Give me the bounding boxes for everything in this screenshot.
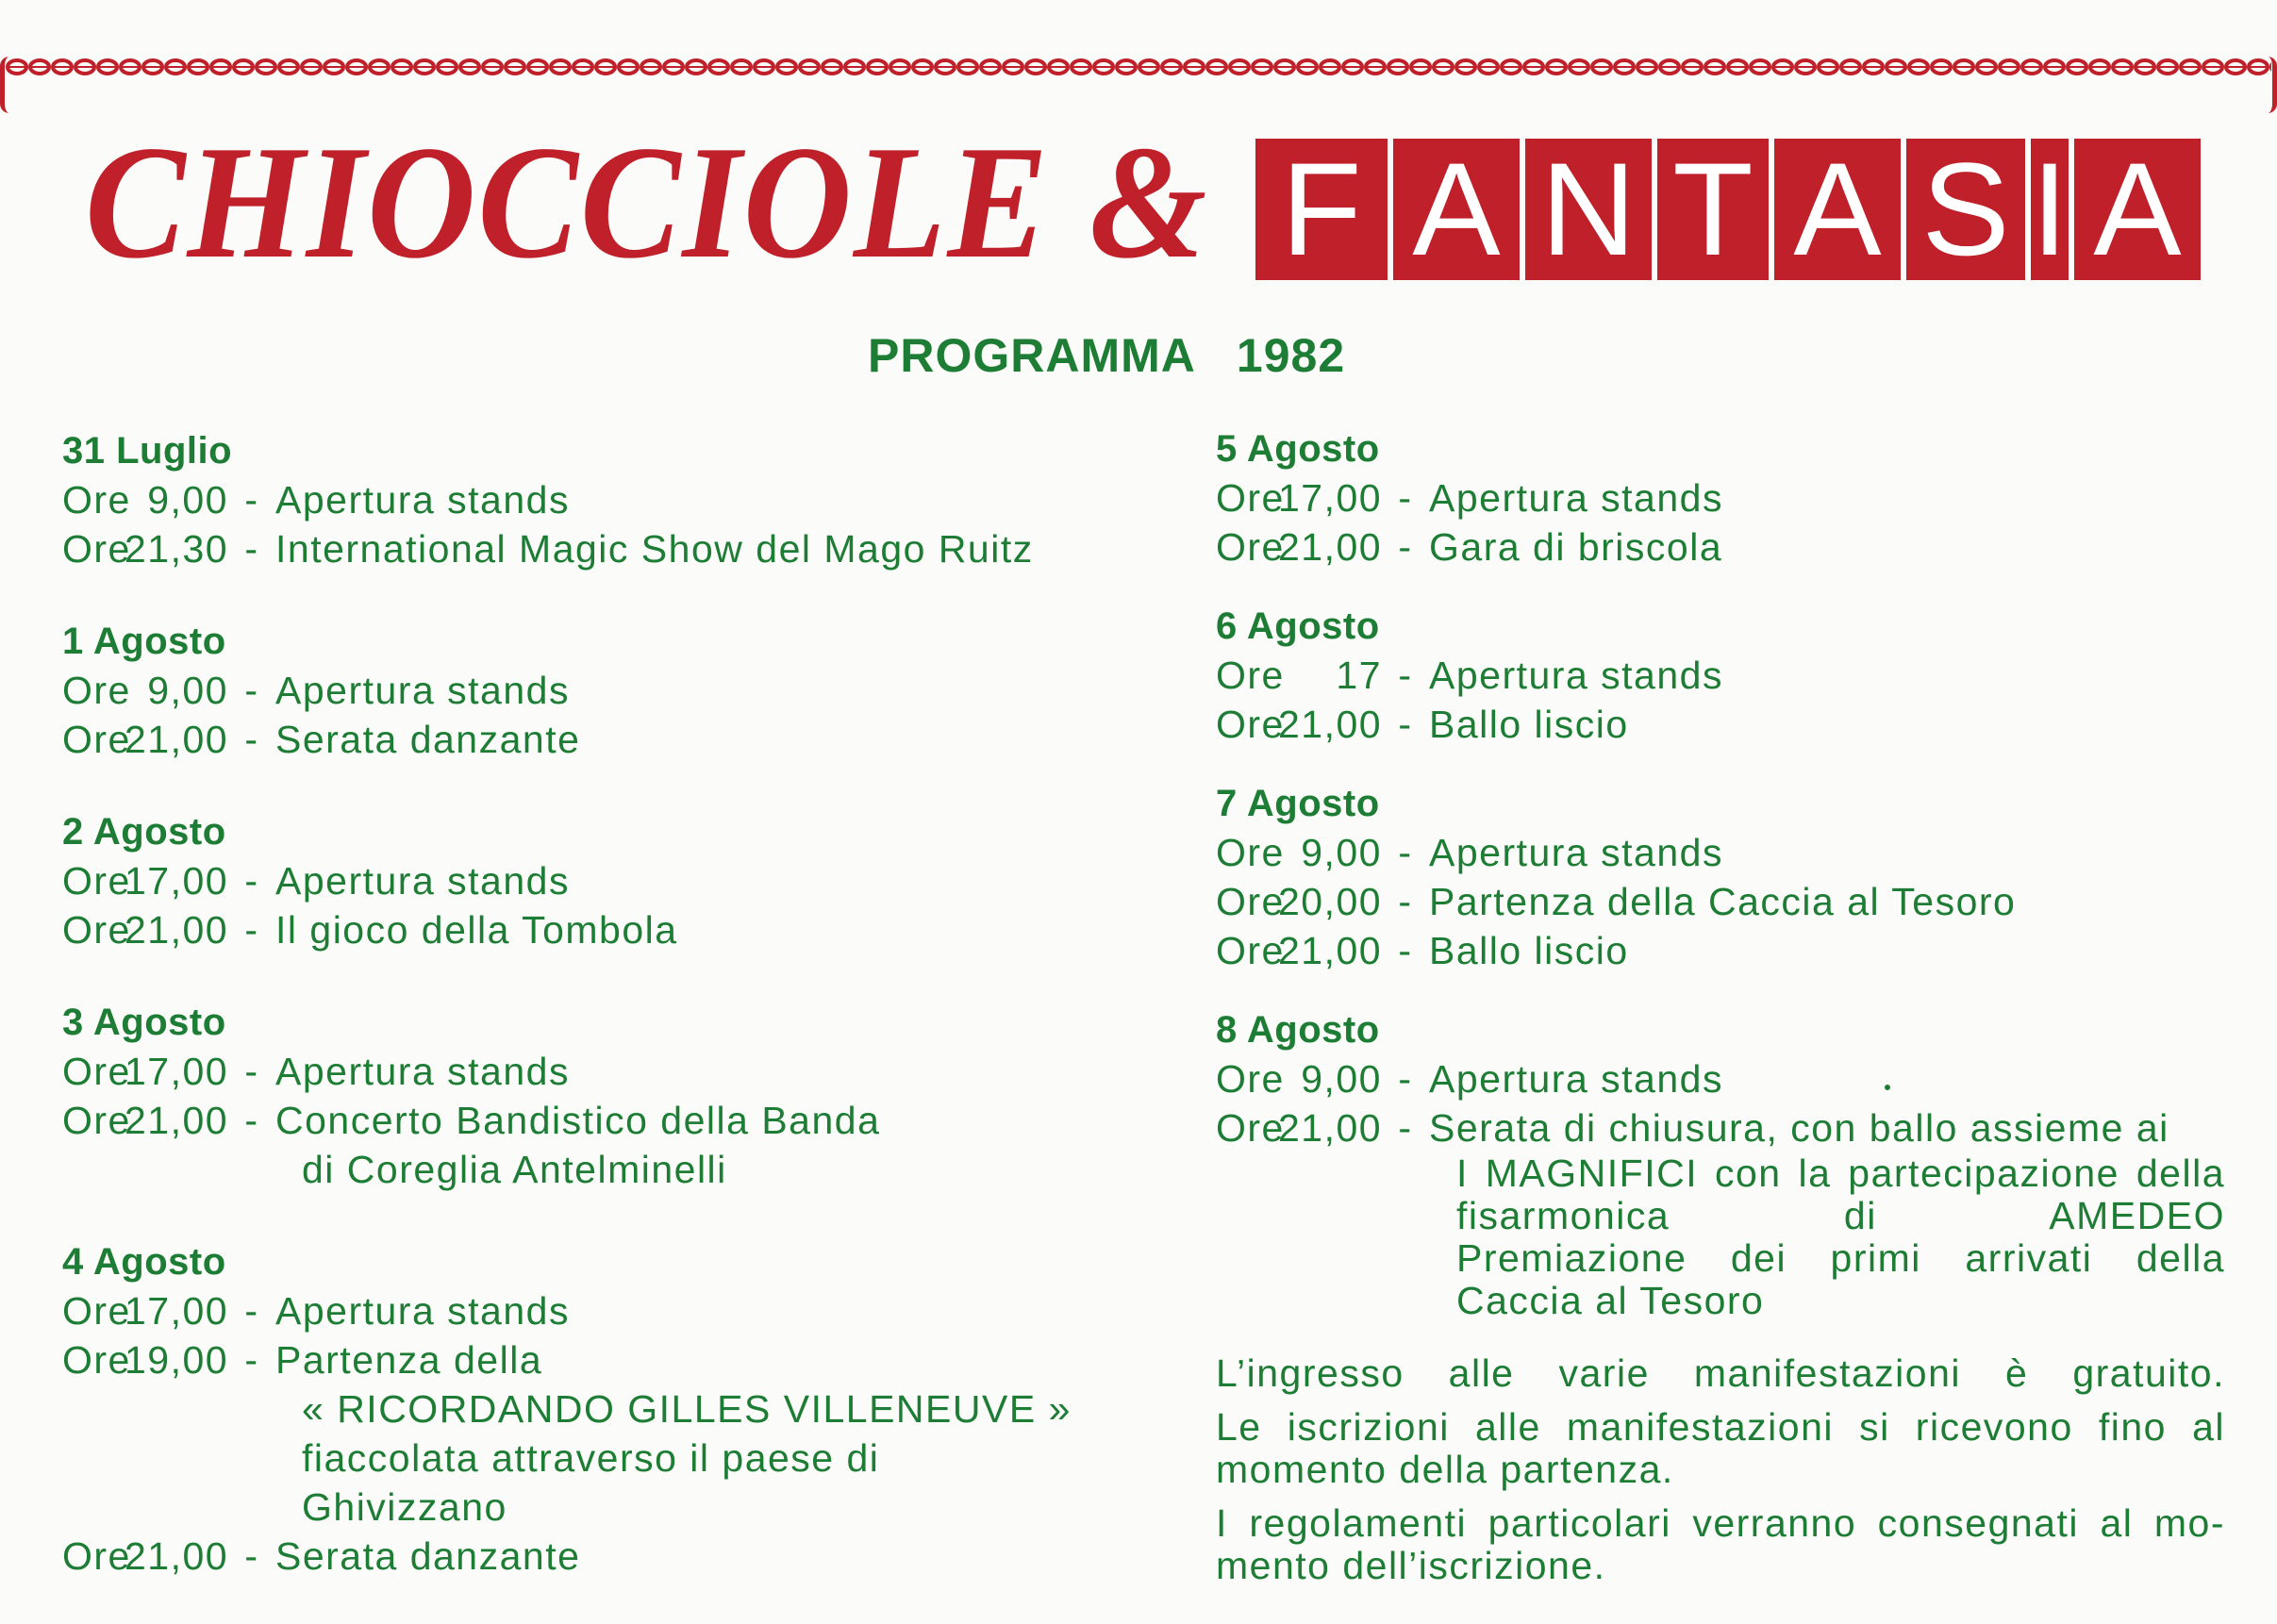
dash-separator: - <box>244 527 259 571</box>
day-date: 31 Luglio <box>62 430 233 472</box>
note-paragraph <box>1216 1406 2225 1491</box>
event-row <box>62 475 1194 524</box>
dash-separator: - <box>244 1289 259 1333</box>
ore-label: Ore <box>1216 525 1285 569</box>
event-time: 9,00 <box>1301 831 1382 874</box>
ore-label: Ore <box>1216 831 1285 874</box>
day-date: 6 Agosto <box>1216 605 1380 647</box>
dash-separator: - <box>1398 1106 1413 1150</box>
day-date: 1 Agosto <box>62 621 226 662</box>
event-time: 17,00 <box>1278 476 1383 520</box>
rope-border <box>6 53 2271 81</box>
event-label: Concerto Bandistico della Banda <box>275 1099 881 1142</box>
note-line: mento dell’iscrizione. <box>1216 1544 1606 1587</box>
event-time: 21,00 <box>1278 1106 1383 1150</box>
event-label: Apertura stands <box>1429 654 1723 697</box>
event-time: 21,00 <box>125 908 229 952</box>
event-row <box>1216 473 2225 522</box>
event-time: 21,30 <box>125 527 229 571</box>
event-label: Il gioco della Tombola <box>275 908 678 952</box>
event-time: 9,00 <box>147 669 228 712</box>
ore-label: Ore <box>1216 476 1285 520</box>
event-time: 21,00 <box>125 1534 229 1578</box>
event-row <box>62 856 1194 905</box>
event-continuation: fiaccolata attraverso il paese di <box>302 1436 880 1480</box>
event-row <box>62 715 1194 764</box>
day-date: 2 Agosto <box>62 811 226 853</box>
day-date: 7 Agosto <box>1216 783 1380 824</box>
day-date: 5 Agosto <box>1216 428 1380 470</box>
fantasia-letter-tile: I <box>2031 135 2069 283</box>
day-date: 4 Agosto <box>62 1241 226 1283</box>
note-line: I regolamenti particolari verranno consegnati al mo- <box>1216 1501 2225 1545</box>
ore-label: Ore <box>62 1099 131 1142</box>
event-label: Partenza della <box>275 1338 543 1382</box>
dash-separator: - <box>244 669 259 712</box>
event-label: Gara di briscola <box>1429 525 1723 569</box>
event-label: Apertura stands <box>1429 831 1723 874</box>
stray-dot <box>1885 1085 1890 1090</box>
fantasia-letter-tile: A <box>1393 139 1520 280</box>
event-label: Ballo liscio <box>1429 929 1629 972</box>
day-block <box>62 998 1194 1194</box>
event-label: Apertura stands <box>275 859 570 903</box>
event-row <box>1216 1103 2225 1152</box>
ore-label: Ore <box>62 669 131 712</box>
event-row <box>1216 700 2225 749</box>
dash-separator: - <box>244 1050 259 1093</box>
ore-label: Ore <box>62 527 131 571</box>
note-line: L’ingresso alle varie manifestazioni è gratuito. <box>1216 1351 2225 1395</box>
event-label: Ballo liscio <box>1429 703 1629 746</box>
day-block <box>62 1237 1194 1581</box>
ore-label: Ore <box>1216 703 1285 746</box>
dash-separator: - <box>1398 1057 1413 1101</box>
note-paragraph <box>1216 1352 2225 1395</box>
event-continuation: Caccia al Tesoro <box>1456 1279 1765 1322</box>
event-label: Apertura stands <box>275 1050 570 1093</box>
event-row <box>1216 828 2225 877</box>
event-label: Serata di chiusura, con ballo assieme ai <box>1429 1106 2169 1150</box>
event-time: 21,00 <box>125 718 229 761</box>
event-time: 17,00 <box>125 1050 229 1093</box>
dash-separator: - <box>244 908 259 952</box>
fantasia-letter-tile: A <box>1774 139 1901 280</box>
event-row <box>62 1335 1194 1384</box>
dash-separator: - <box>1398 880 1413 923</box>
event-time: 21,00 <box>1278 525 1383 569</box>
event-time: 21,00 <box>1278 929 1383 972</box>
ore-label: Ore <box>62 1534 131 1578</box>
ore-label: Ore <box>62 718 131 761</box>
day-block <box>1216 1005 2225 1322</box>
ore-label: Ore <box>62 1338 131 1382</box>
event-label: Apertura stands <box>275 669 570 712</box>
event-row <box>62 1096 1194 1145</box>
rope-end-right <box>2263 57 2277 113</box>
event-label: Apertura stands <box>1429 1057 1723 1101</box>
event-label: Serata danzante <box>275 718 581 761</box>
event-continuation: Premiazione dei primi arrivati della <box>1456 1236 2225 1280</box>
day-block <box>62 426 1194 573</box>
note-line: momento della partenza. <box>1216 1448 1674 1491</box>
event-time: 9,00 <box>147 478 228 522</box>
event-continuation: di Coreglia Antelminelli <box>302 1148 727 1191</box>
dash-separator: - <box>244 1534 259 1578</box>
dash-separator: - <box>1398 831 1413 874</box>
dash-separator: - <box>244 478 259 522</box>
day-block <box>62 807 1194 954</box>
event-row <box>62 1532 1194 1581</box>
event-continuation: Ghivizzano <box>302 1485 507 1529</box>
dash-separator: - <box>1398 525 1413 569</box>
event-time: 21,00 <box>125 1099 229 1142</box>
dash-separator: - <box>244 1338 259 1382</box>
event-time: 19,00 <box>125 1338 229 1382</box>
event-row <box>62 524 1194 573</box>
event-label: Partenza della Caccia al Tesoro <box>1429 880 2017 923</box>
ore-label: Ore <box>1216 654 1285 697</box>
event-row <box>1216 926 2225 975</box>
event-row <box>1216 522 2225 572</box>
programma-subtitle: PROGRAMMA 1982 <box>868 329 1346 382</box>
ore-label: Ore <box>62 478 131 522</box>
day-date: 8 Agosto <box>1216 1009 1380 1051</box>
event-row <box>1216 651 2225 700</box>
event-continuation: I MAGNIFICI con la partecipazione della <box>1456 1152 2225 1195</box>
event-row <box>62 1286 1194 1335</box>
ore-label: Ore <box>1216 1106 1285 1150</box>
fantasia-letter-tile: T <box>1657 139 1769 280</box>
event-time: 21,00 <box>1278 703 1383 746</box>
event-row <box>1216 877 2225 926</box>
fantasia-letter-tile: S <box>1906 139 2025 280</box>
fantasia-letter-tile: A <box>2074 139 2201 280</box>
schedule-left-column <box>62 426 1194 1624</box>
ore-label: Ore <box>62 1289 131 1333</box>
event-label: Apertura stands <box>275 478 570 522</box>
fantasia-letter-tile: F <box>1255 139 1388 280</box>
dash-separator: - <box>1398 476 1413 520</box>
event-label: Apertura stands <box>275 1289 570 1333</box>
dash-separator: - <box>244 718 259 761</box>
ore-label: Ore <box>62 1050 131 1093</box>
event-time: 17,00 <box>125 859 229 903</box>
dash-separator: - <box>244 1099 259 1142</box>
fantasia-letter-tile: N <box>1525 139 1652 280</box>
event-continuation: « RICORDANDO GILLES VILLENEUVE » <box>302 1387 1072 1431</box>
note-line: Le iscrizioni alle manifestazioni si ricevono fino al <box>1216 1405 2225 1449</box>
event-row <box>62 1047 1194 1096</box>
event-label: Apertura stands <box>1429 476 1723 520</box>
event-time: 17 <box>1336 654 1382 697</box>
ore-label: Ore <box>1216 1057 1285 1101</box>
day-block <box>1216 779 2225 975</box>
day-date: 3 Agosto <box>62 1002 226 1043</box>
notes-section <box>1216 1352 2225 1587</box>
day-block <box>62 617 1194 764</box>
event-time: 9,00 <box>1301 1057 1382 1101</box>
event-row <box>1216 1054 2225 1103</box>
ore-label: Ore <box>62 859 131 903</box>
ore-label: Ore <box>62 908 131 952</box>
title-chiocciole: CHIOCCIOLE & <box>85 113 1209 292</box>
title-fantasia <box>1255 135 2201 283</box>
event-label: Serata danzante <box>275 1534 581 1578</box>
event-time: 20,00 <box>1278 880 1383 923</box>
dash-separator: - <box>1398 929 1413 972</box>
ore-label: Ore <box>1216 929 1285 972</box>
ore-label: Ore <box>1216 880 1285 923</box>
event-continuation: fisarmonica di AMEDEO <box>1456 1194 2225 1237</box>
dash-separator: - <box>244 859 259 903</box>
rope-end-left <box>0 57 14 113</box>
dash-separator: - <box>1398 654 1413 697</box>
dash-separator: - <box>1398 703 1413 746</box>
event-label: International Magic Show del Mago Ruitz <box>275 527 1034 571</box>
day-block <box>1216 602 2225 749</box>
event-row <box>62 666 1194 715</box>
schedule-right-column <box>1216 424 2225 1599</box>
day-block <box>1216 424 2225 572</box>
note-paragraph <box>1216 1502 2225 1587</box>
event-time: 17,00 <box>125 1289 229 1333</box>
event-row <box>62 905 1194 954</box>
